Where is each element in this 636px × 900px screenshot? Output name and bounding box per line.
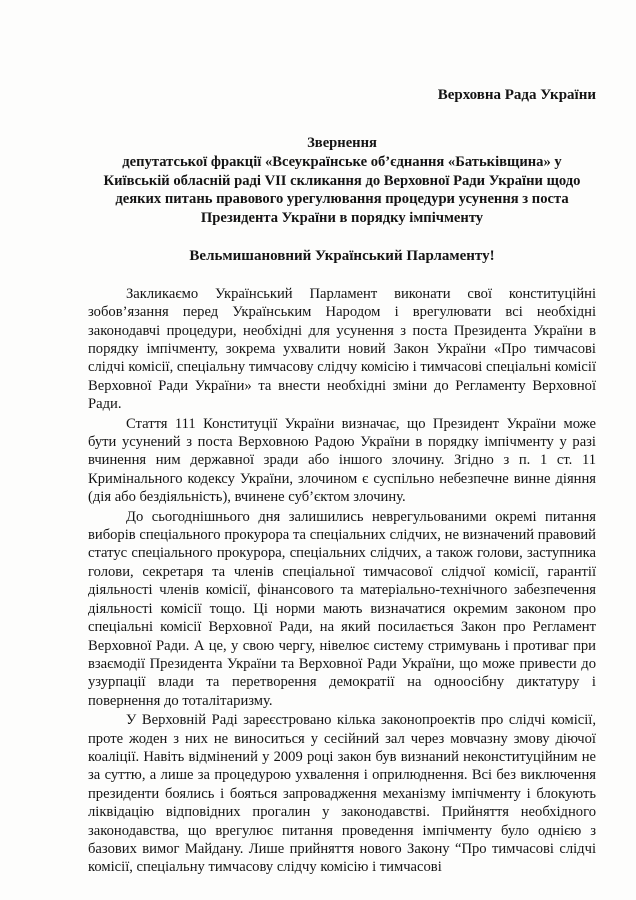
document-subtitle: депутатської фракції «Всеукраїнське об’єднання «Батьківщина» у Київській обласній раді VII скликання до Верховної Ради України щодо деяких питань правового урегулювання процедури усунення з поста Президента України в порядку імпічменту [103,154,581,226]
letter-body [88,285,596,877]
salutation: Вельмишановний Український Парламенту! [189,248,495,265]
letter-document [88,86,596,877]
body-paragraph: До сьогоднішнього дня залишились неврегульованими окремі питання виборів спеціального прокурора та спеціальних слідчих, не визначений правовий статус спеціального прокурора, спеціальних слідчих, а також голови, заступника голови, секретаря та членів спеціальної тимчасової слідчої комісії, гарантії діяльності членів комісії, фінансового та матеріально-технічного забезпечення діяльності комісії тощо. Ці норми мають визначатися окремим законом про спеціальні комісії Верховної Ради, на який посилається Закон про Регламент Верховної Ради. А це, у свою чергу, нівелює систему стримувань і противаг при взаємодії Президента України та Верховної Ради України, що може привести до узурпації влади та перетворення демократії на одноосібну диктатуру і повернення до тоталітаризму. [88,508,596,709]
body-paragraph: Закликаємо Український Парламент виконати свої конституційні зобов’язання перед Українським Народом і врегулювати всі необхідні законодавчі процедури, необхідні для усунення з поста Президента України в порядку імпічменту, зокрема ухвалити новий Закон України «Про тимчасові слідчі комісії, спеціальну тимчасову слідчу комісію і тимчасові спеціальні комісії Верховної Ради України» та внести необхідні зміни до Регламенту Верховної Ради. [88,285,596,413]
addressee: Верховна Рада України [437,87,596,103]
title-block [88,134,596,227]
document-title: Звернення [307,135,377,152]
body-paragraph: У Верховній Раді зареєстровано кілька законопроектів про слідчі комісії, проте жоден з них не виноситься у сесійний зал через мовчазну змову діючої коаліції. Навіть відмінений у 2009 році закон був визнаний неконституційним не за суттю, а лише за процедурою ухвалення і оприлюднення. Всі без виключення президенти боялись і бояться запровадження механізму імпічменту і блокують ліквідацію відповідних прогалин у законодавстві. Прийняття необхідного законодавства, що врегулює питання проведення імпічменту було однією з базових вимог Майдану. Лише прийняття нового Закону “Про тимчасові слідчі комісії, спеціальну тимчасову слідчу комісію і тимчасові [88,712,596,876]
body-paragraph: Стаття 111 Конституції України визначає, що Президент України може бути усунений з поста Верховною Радою України в порядку імпічменту у разі вчинення ним державної зради або іншого злочину. Згідно з п. 1 ст. 11 Кримінального кодексу України, злочином є суспільно небезпечне винне діяння (дія або бездіяльність), вчинене суб’єктом злочину. [88,415,596,506]
